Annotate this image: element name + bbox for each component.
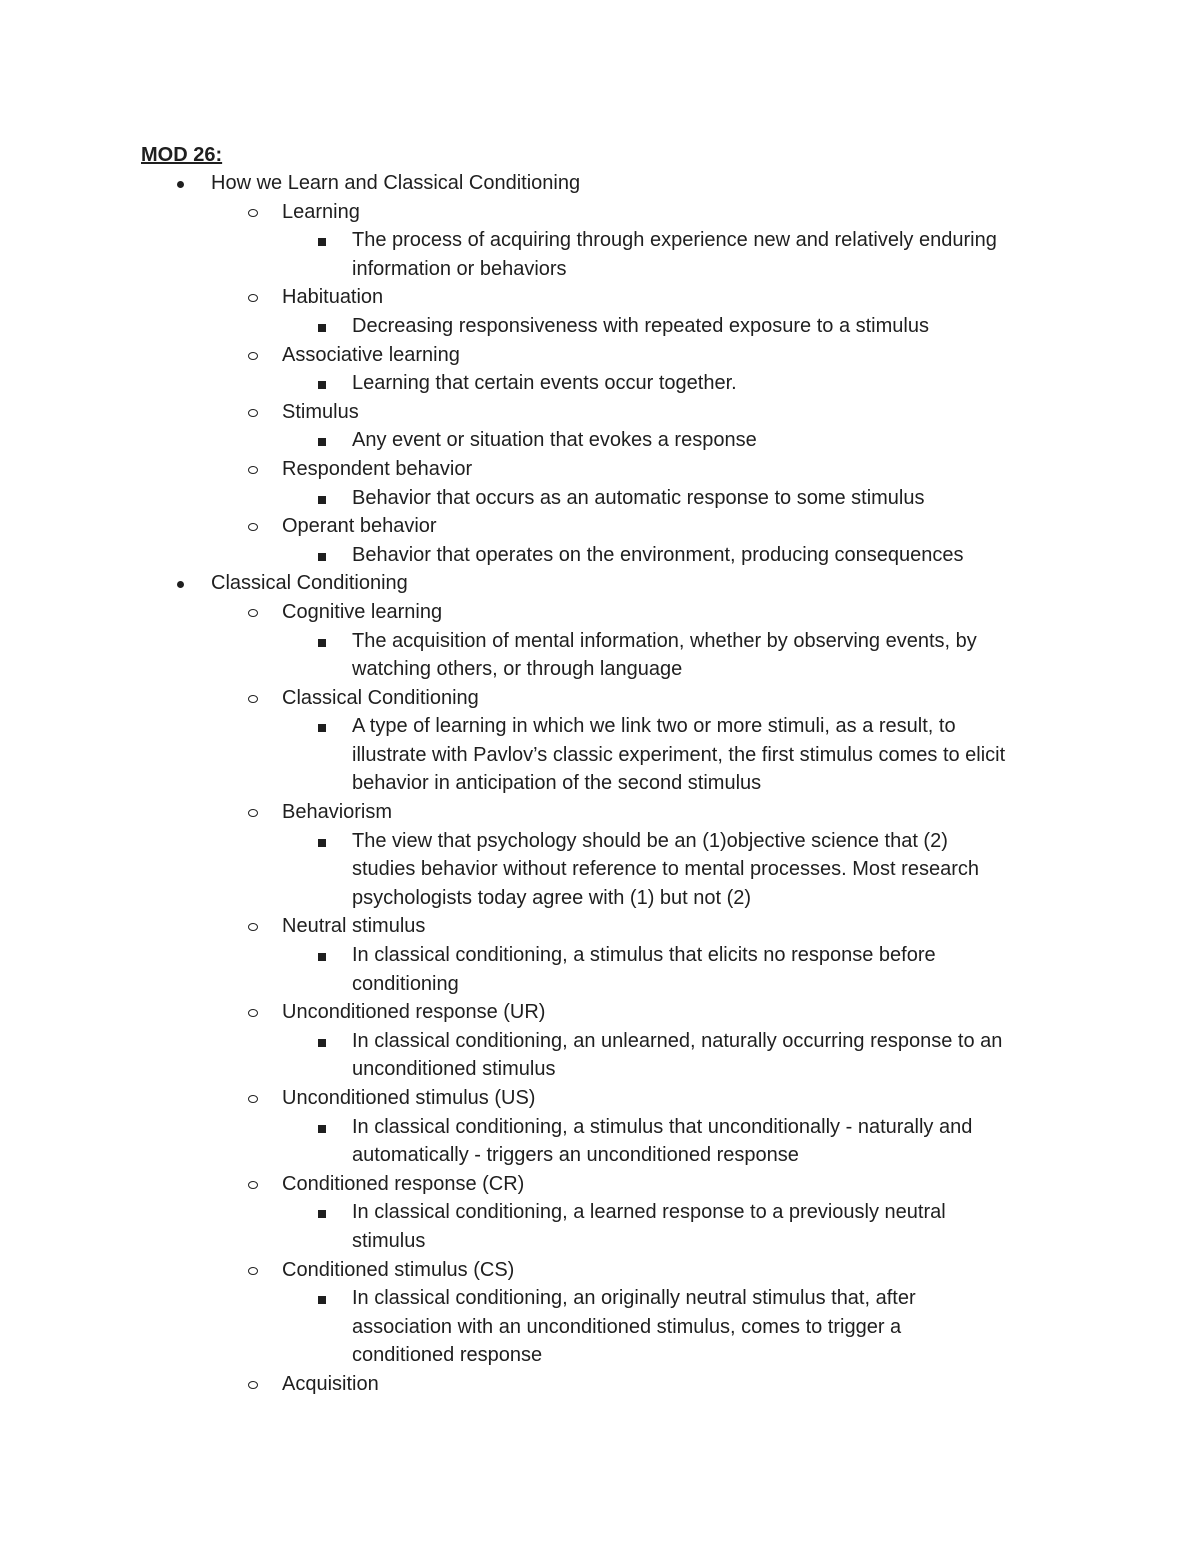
section-heading-text: Classical Conditioning [211, 572, 408, 595]
definition-continuation-text: watching others, or through language [352, 658, 683, 681]
definition-line [0, 1198, 1200, 1227]
definition-line [0, 1284, 1200, 1313]
term-heading-text: Unconditioned response (UR) [282, 1001, 546, 1024]
term-heading [0, 1256, 1200, 1285]
square-bullet-icon [318, 1125, 326, 1133]
definition-line [0, 827, 1200, 856]
term-heading-text: Learning [282, 200, 360, 223]
term-heading-text: Conditioned stimulus (CS) [282, 1258, 515, 1281]
definition-continuation [0, 970, 1200, 999]
definition-continuation-text: behavior in anticipation of the second stimulus [352, 772, 762, 795]
square-bullet-icon [318, 438, 326, 446]
square-bullet-icon [318, 724, 326, 732]
section-heading [0, 569, 1200, 598]
circle-bullet-icon [248, 1095, 258, 1103]
definition-line-text: In classical conditioning, an originally neutral stimulus that, after [352, 1287, 916, 1310]
definition-continuation-text: unconditioned stimulus [352, 1058, 556, 1081]
circle-bullet-icon [248, 523, 258, 531]
square-bullet-icon [318, 639, 326, 647]
page-title: MOD 26: [141, 144, 223, 166]
circle-bullet-icon [248, 609, 258, 617]
term-heading [0, 1084, 1200, 1113]
definition-continuation-text: psychologists today agree with (1) but not (2) [352, 886, 752, 909]
definition-line [0, 312, 1200, 341]
definition-line [0, 541, 1200, 570]
definition-continuation [0, 255, 1200, 284]
term-heading-text: Conditioned response (CR) [282, 1172, 525, 1195]
term-heading [0, 598, 1200, 627]
circle-bullet-icon [248, 1267, 258, 1275]
definition-line [0, 712, 1200, 741]
circle-bullet-icon [248, 352, 258, 360]
definition-line [0, 226, 1200, 255]
definition-line-text: In classical conditioning, a learned response to a previously neutral [352, 1201, 946, 1224]
definition-line [0, 627, 1200, 656]
square-bullet-icon [318, 1039, 326, 1047]
square-bullet-icon [318, 1210, 326, 1218]
term-heading-text: Acquisition [282, 1372, 379, 1395]
circle-bullet-icon [248, 466, 258, 474]
circle-bullet-icon [248, 809, 258, 817]
section-heading-text: How we Learn and Classical Conditioning [211, 172, 581, 194]
definition-continuation [0, 1313, 1200, 1342]
term-heading [0, 684, 1200, 713]
square-bullet-icon [318, 324, 326, 332]
definition-line [0, 484, 1200, 513]
circle-bullet-icon [248, 695, 258, 703]
term-heading [0, 798, 1200, 827]
definition-continuation [0, 655, 1200, 684]
square-bullet-icon [318, 496, 326, 504]
square-bullet-icon [318, 953, 326, 961]
square-bullet-icon [318, 839, 326, 847]
definition-continuation-text: studies behavior without reference to mental processes. Most research [352, 858, 979, 881]
circle-bullet-icon [248, 923, 258, 931]
definition-continuation [0, 855, 1200, 884]
definition-line [0, 1027, 1200, 1056]
definition-line [0, 369, 1200, 398]
circle-bullet-icon [248, 209, 258, 217]
definition-line-text: The view that psychology should be an (1)objective science that (2) [352, 829, 948, 852]
definition-line-text: In classical conditioning, a stimulus that elicits no response before [352, 944, 936, 967]
definition-line-text: The acquisition of mental information, whether by observing events, by [352, 629, 977, 652]
term-heading [0, 455, 1200, 484]
term-heading-text: Operant behavior [282, 515, 437, 538]
definition-continuation-text: information or behaviors [352, 257, 567, 280]
term-heading [0, 198, 1200, 227]
definition-continuation [0, 1341, 1200, 1370]
outline-list [0, 169, 1200, 1399]
square-bullet-icon [318, 381, 326, 389]
definition-continuation [0, 1227, 1200, 1256]
definition-line [0, 941, 1200, 970]
term-heading [0, 1170, 1200, 1199]
definition-line-text: A type of learning in which we link two or more stimuli, as a result, to [352, 715, 956, 738]
term-heading-text: Classical Conditioning [282, 686, 479, 709]
definition-line-text: In classical conditioning, a stimulus that unconditionally - naturally and [352, 1115, 973, 1138]
term-heading [0, 1370, 1200, 1399]
term-heading [0, 912, 1200, 941]
term-heading-text: Associative learning [282, 343, 460, 366]
definition-line-text: Behavior that occurs as an automatic response to some stimulus [352, 486, 925, 509]
circle-bullet-icon [248, 1181, 258, 1189]
square-bullet-icon [318, 1296, 326, 1304]
square-bullet-icon [318, 238, 326, 246]
definition-continuation-text: association with an unconditioned stimulus, comes to trigger a [352, 1315, 902, 1338]
definition-line [0, 426, 1200, 455]
term-heading-text: Cognitive learning [282, 600, 443, 623]
definition-continuation [0, 741, 1200, 770]
definition-continuation-text: conditioning [352, 972, 459, 995]
term-heading [0, 283, 1200, 312]
definition-continuation-text: automatically - triggers an unconditioned response [352, 1144, 799, 1167]
term-heading [0, 341, 1200, 370]
circle-bullet-icon [248, 1009, 258, 1017]
circle-bullet-icon [248, 409, 258, 417]
definition-continuation-text: conditioned response [352, 1344, 543, 1367]
term-heading [0, 512, 1200, 541]
definition-line-text: In classical conditioning, an unlearned, naturally occurring response to an [352, 1029, 1003, 1052]
definition-line-text: The process of acquiring through experience new and relatively enduring [352, 229, 997, 252]
section-heading [0, 169, 1200, 198]
disc-bullet-icon [177, 581, 184, 588]
definition-continuation [0, 884, 1200, 913]
term-heading-text: Neutral stimulus [282, 915, 426, 938]
term-heading [0, 398, 1200, 427]
definition-line-text: Any event or situation that evokes a response [352, 429, 757, 452]
term-heading [0, 998, 1200, 1027]
circle-bullet-icon [248, 1381, 258, 1389]
term-heading-text: Stimulus [282, 400, 359, 423]
definition-line-text: Behavior that operates on the environment, producing consequences [352, 543, 964, 566]
definition-continuation [0, 1055, 1200, 1084]
circle-bullet-icon [248, 294, 258, 302]
term-heading-text: Unconditioned stimulus (US) [282, 1087, 536, 1109]
definition-line-text: Decreasing responsiveness with repeated exposure to a stimulus [352, 314, 929, 337]
definition-continuation-text: stimulus [352, 1229, 426, 1252]
term-heading-text: Habituation [282, 286, 384, 309]
disc-bullet-icon [177, 181, 184, 188]
term-heading-text: Behaviorism [282, 801, 393, 824]
definition-continuation-text: illustrate with Pavlov’s classic experiment, the first stimulus comes to elicit [352, 743, 1006, 766]
square-bullet-icon [318, 553, 326, 561]
term-heading-text: Respondent behavior [282, 457, 473, 480]
definition-continuation [0, 769, 1200, 798]
definition-line-text: Learning that certain events occur together. [352, 372, 737, 395]
definition-continuation [0, 1141, 1200, 1170]
definition-line [0, 1113, 1200, 1142]
